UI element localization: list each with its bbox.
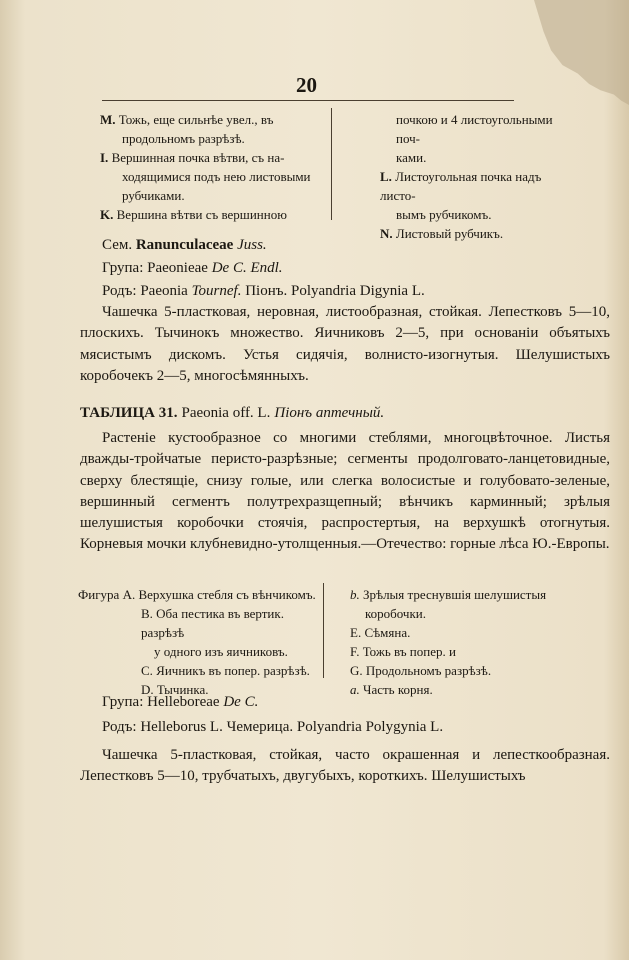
figure-entry bbox=[78, 604, 318, 642]
figure-text: Яичникъ въ попер. разрѣзѣ. bbox=[156, 663, 310, 678]
family-label: Сем. bbox=[102, 237, 133, 253]
genus-label: Родъ: bbox=[102, 719, 137, 735]
genus-line-2 bbox=[102, 717, 443, 738]
figure-key: G. bbox=[350, 663, 363, 678]
genus-label: Родъ: bbox=[102, 283, 137, 299]
genus-name: Helleborus L. bbox=[140, 719, 223, 735]
group-label: Група: bbox=[102, 694, 144, 710]
legend-text: Листоугольная почка надъ листо- bbox=[380, 169, 542, 203]
genus-rest: Чемерица. Polyandria Polygynia L. bbox=[226, 719, 444, 735]
genus-author: Tournef. bbox=[191, 283, 242, 299]
figure-text: Оба пестика въ вертик. разрѣзѣ bbox=[141, 606, 284, 640]
legend-entry bbox=[100, 205, 326, 224]
figure-lead: Фигура bbox=[78, 587, 120, 602]
figure-text: Тожь въ попер. и bbox=[362, 644, 456, 659]
figure-text: Часть корня. bbox=[363, 682, 433, 697]
figure-text: Верхушка стебля съ вѣнчикомъ. bbox=[138, 587, 316, 602]
genus-line bbox=[102, 281, 425, 302]
legend-left-column bbox=[100, 110, 326, 224]
table-label: ТАБЛИЦА 31. bbox=[80, 405, 178, 421]
species-description: Растеніе кустообразное со многими стеблями, многоцвѣточное. Листья дважды-тройчатые перисто-разрѣзные; сегменты продолговато-ланцетовидные, сверху блестящіе, снизу голые, или слегка волосистые и голубовато-зеленые, вершинный сегментъ полутрехразщепный; вѣнчикъ карминный; зрѣлыя шелушистыя коробочки стоячія, распростертыя, на верхушкѣ отогнутыя. Корневыя мочки клубневидно-утолщенныя.—Отечество: горные лѣса Ю.-Европы. bbox=[80, 430, 610, 553]
legend-entry bbox=[338, 167, 578, 205]
legend-entry bbox=[100, 148, 326, 167]
figure-key: C. bbox=[141, 663, 153, 678]
group-line bbox=[102, 258, 283, 279]
group-label: Група: bbox=[102, 260, 144, 276]
genus-description-2: Чашечка 5-пластковая, стойкая, часто окрашенная и лепесткообразная. Лепестковъ 5—10, трубчатыхъ, двугубыхъ, короткихъ. Шелушистыхъ bbox=[80, 747, 610, 785]
figure-text: Сѣмяна. bbox=[364, 625, 411, 640]
legend-key: N. bbox=[380, 226, 393, 241]
legend-key: K. bbox=[100, 207, 114, 222]
legend-entry bbox=[100, 110, 326, 129]
figure-text: Тычинка. bbox=[156, 682, 209, 697]
group-name: Helleboreae bbox=[147, 694, 220, 710]
figure-entry bbox=[78, 661, 318, 680]
legend-key: I. bbox=[100, 150, 109, 165]
legend-continuation: вымъ рубчикомъ. bbox=[396, 207, 492, 222]
figure-key: E. bbox=[350, 625, 362, 640]
legend-text: Листовый рубчикъ. bbox=[395, 226, 504, 241]
legend-right-column bbox=[338, 110, 578, 243]
figure-legend-right bbox=[334, 585, 604, 699]
legend-text: Вершина вѣтви съ вершинною bbox=[116, 207, 287, 222]
group-line-2 bbox=[102, 692, 258, 713]
table-heading bbox=[80, 403, 384, 424]
figure-text: Продольномъ разрѣзѣ. bbox=[365, 663, 492, 678]
figure-entry bbox=[334, 642, 604, 661]
genus-description: Чашечка 5-пластковая, неровная, листообразная, стойкая. Лепестковъ 5—10, плоскихъ. Тычинокъ множество. Яичниковъ 2—5, при основаніи объятыхъ мясистымъ дискомъ. Устья сидячія, волнисто-изогнутыя. Шелушистыхъ коробочекъ 2—5, многосѣмянныхъ. bbox=[80, 304, 610, 384]
figure-entry bbox=[334, 680, 604, 699]
group-author: De C. Endl. bbox=[211, 260, 283, 276]
group-name: Paeonieae bbox=[147, 260, 208, 276]
figure-key: b. bbox=[350, 587, 360, 602]
figure-key: a. bbox=[350, 682, 360, 697]
legend-entry bbox=[338, 224, 578, 243]
legend-key: M. bbox=[100, 112, 116, 127]
genus-rest: Піонъ. Polyandria Digynia L. bbox=[245, 283, 425, 299]
figure-continuation: коробочки. bbox=[365, 606, 426, 621]
figure-key: B. bbox=[141, 606, 153, 621]
family-name: Ranunculaceae bbox=[135, 237, 234, 253]
figure-key: F. bbox=[350, 644, 360, 659]
header-rule bbox=[102, 100, 514, 101]
group-author: De C. bbox=[223, 694, 259, 710]
column-divider bbox=[323, 583, 324, 678]
family-line bbox=[102, 235, 267, 256]
figure-entry bbox=[78, 585, 318, 604]
column-divider bbox=[331, 108, 332, 220]
species-name: Paeonia off. L. bbox=[181, 405, 271, 421]
legend-continuation: ками. bbox=[396, 150, 427, 165]
page-number: 20 bbox=[296, 73, 317, 97]
legend-continuation: почкою и 4 листоугольными поч- bbox=[396, 112, 553, 146]
figure-entry bbox=[334, 661, 604, 680]
legend-text: Вершинная почка вѣтви, съ на- bbox=[111, 150, 285, 165]
genus-name: Paeonia bbox=[140, 283, 188, 299]
figure-legend-left bbox=[78, 585, 318, 699]
figure-continuation: у одного изъ яичниковъ. bbox=[154, 644, 288, 659]
legend-continuation: ходящимися подъ нею листовыми bbox=[122, 169, 311, 184]
figure-entry bbox=[334, 623, 604, 642]
figure-text: Зрѣлыя треснувшія шелушистыя bbox=[363, 587, 547, 602]
species-russian-name: Піонъ аптечный. bbox=[274, 405, 385, 421]
figure-entry bbox=[334, 585, 604, 604]
legend-text: Тожь, еще сильнѣе увел., въ bbox=[118, 112, 274, 127]
figure-key: D. bbox=[141, 682, 154, 697]
legend-key: L. bbox=[380, 169, 392, 184]
legend-continuation: рубчиками. bbox=[122, 188, 185, 203]
legend-continuation: продольномъ разрѣзѣ. bbox=[122, 131, 245, 146]
family-author: Juss. bbox=[237, 237, 267, 253]
figure-key: A. bbox=[122, 587, 136, 602]
